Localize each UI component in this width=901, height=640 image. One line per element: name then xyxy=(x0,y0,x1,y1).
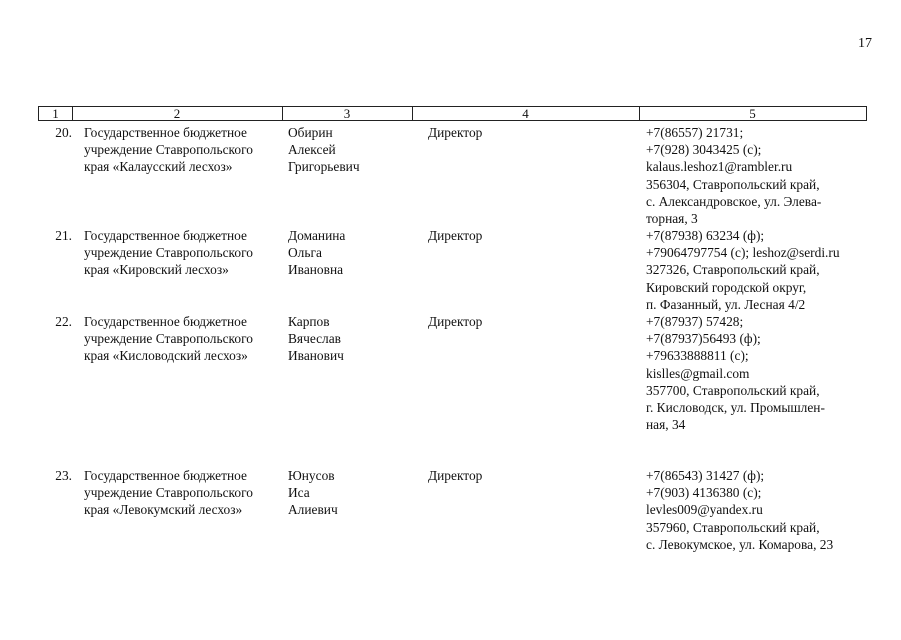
text-line: Доманина xyxy=(288,228,346,243)
organization-cell xyxy=(84,467,284,519)
header-cell: 4 xyxy=(412,107,640,120)
text-line: Государственное бюджетное xyxy=(84,228,247,243)
position-cell: Директор xyxy=(428,468,483,483)
text-line: +79064797754 (с); leshoz@serdi.ru xyxy=(646,245,840,261)
text-line: +7(87937)56493 (ф); xyxy=(646,331,761,347)
text-line: учреждение Ставропольского xyxy=(84,331,253,347)
text-line: +7(86543) 31427 (ф); xyxy=(646,468,765,483)
text-line: с. Левокумское, ул. Комарова, 23 xyxy=(646,536,834,552)
text-line: Государственное бюджетное xyxy=(84,314,247,329)
text-line: kislles@gmail.com xyxy=(646,365,750,381)
text-line: Юнусов xyxy=(288,468,335,483)
text-line: с. Александровское, ул. Элева- xyxy=(646,193,822,209)
text-line: levles009@yandex.ru xyxy=(646,502,763,518)
text-line: Обирин xyxy=(288,125,333,140)
text-line: Карпов xyxy=(288,314,330,329)
text-line: края «Левокумский лесхоз» xyxy=(84,502,243,518)
text-line: 357700, Ставропольский край, xyxy=(646,382,820,398)
text-line: края «Кировский лесхоз» xyxy=(84,262,229,278)
contacts-cell xyxy=(646,124,886,227)
text-line: +7(903) 4136380 (с); xyxy=(646,485,762,501)
director-name-cell xyxy=(288,124,418,176)
text-line: +7(928) 3043425 (с); xyxy=(646,142,762,158)
contacts-cell xyxy=(646,227,886,313)
position-cell: Директор xyxy=(428,228,483,243)
header-cell: 5 xyxy=(749,106,756,121)
position-cell: Директор xyxy=(428,314,483,329)
text-line: учреждение Ставропольского xyxy=(84,485,253,501)
text-line: г. Кисловодск, ул. Промышлен- xyxy=(646,400,825,416)
row-number: 22. xyxy=(55,314,72,329)
header-cell: 3 xyxy=(282,107,413,120)
text-line: +7(87937) 57428; xyxy=(646,314,744,329)
contacts-cell xyxy=(646,313,886,433)
organization-cell xyxy=(84,227,284,279)
header-cell: 2 xyxy=(72,107,283,120)
text-line: Иванович xyxy=(288,348,344,364)
director-name-cell xyxy=(288,313,418,365)
text-line: Государственное бюджетное xyxy=(84,125,247,140)
text-line: ная, 34 xyxy=(646,417,686,433)
text-line: Алиевич xyxy=(288,502,338,518)
text-line: Вячеслав xyxy=(288,331,341,347)
director-name-cell xyxy=(288,467,418,519)
organization-cell xyxy=(84,313,284,365)
text-line: Иса xyxy=(288,485,310,501)
text-line: Алексей xyxy=(288,142,336,158)
text-line: +7(87938) 63234 (ф); xyxy=(646,228,765,243)
text-line: 356304, Ставропольский край, xyxy=(646,176,820,192)
row-number: 23. xyxy=(55,468,72,483)
text-line: п. Фазанный, ул. Лесная 4/2 xyxy=(646,296,806,312)
text-line: +79633888811 (с); xyxy=(646,348,749,364)
text-line: торная, 3 xyxy=(646,211,698,227)
header-cell: 1 xyxy=(39,107,73,120)
text-line: учреждение Ставропольского xyxy=(84,245,253,261)
row-number: 20. xyxy=(55,125,72,140)
text-line: края «Калаусский лесхоз» xyxy=(84,159,233,175)
text-line: Государственное бюджетное xyxy=(84,468,247,483)
organization-cell xyxy=(84,124,284,176)
text-line: 357960, Ставропольский край, xyxy=(646,519,820,535)
table-header-row xyxy=(38,106,867,121)
text-line: +7(86557) 21731; xyxy=(646,125,744,140)
director-name-cell xyxy=(288,227,418,279)
row-number: 21. xyxy=(55,228,72,243)
position-cell: Директор xyxy=(428,125,483,140)
text-line: kalaus.leshoz1@rambler.ru xyxy=(646,159,793,175)
text-line: Ивановна xyxy=(288,262,344,278)
text-line: края «Кисловодский лесхоз» xyxy=(84,348,248,364)
page-number: 17 xyxy=(858,36,872,51)
text-line: Ольга xyxy=(288,245,322,261)
text-line: учреждение Ставропольского xyxy=(84,142,253,158)
contacts-cell xyxy=(646,467,886,553)
text-line: 327326, Ставропольский край, xyxy=(646,262,820,278)
text-line: Кировский городской округ, xyxy=(646,279,807,295)
text-line: Григорьевич xyxy=(288,159,360,175)
